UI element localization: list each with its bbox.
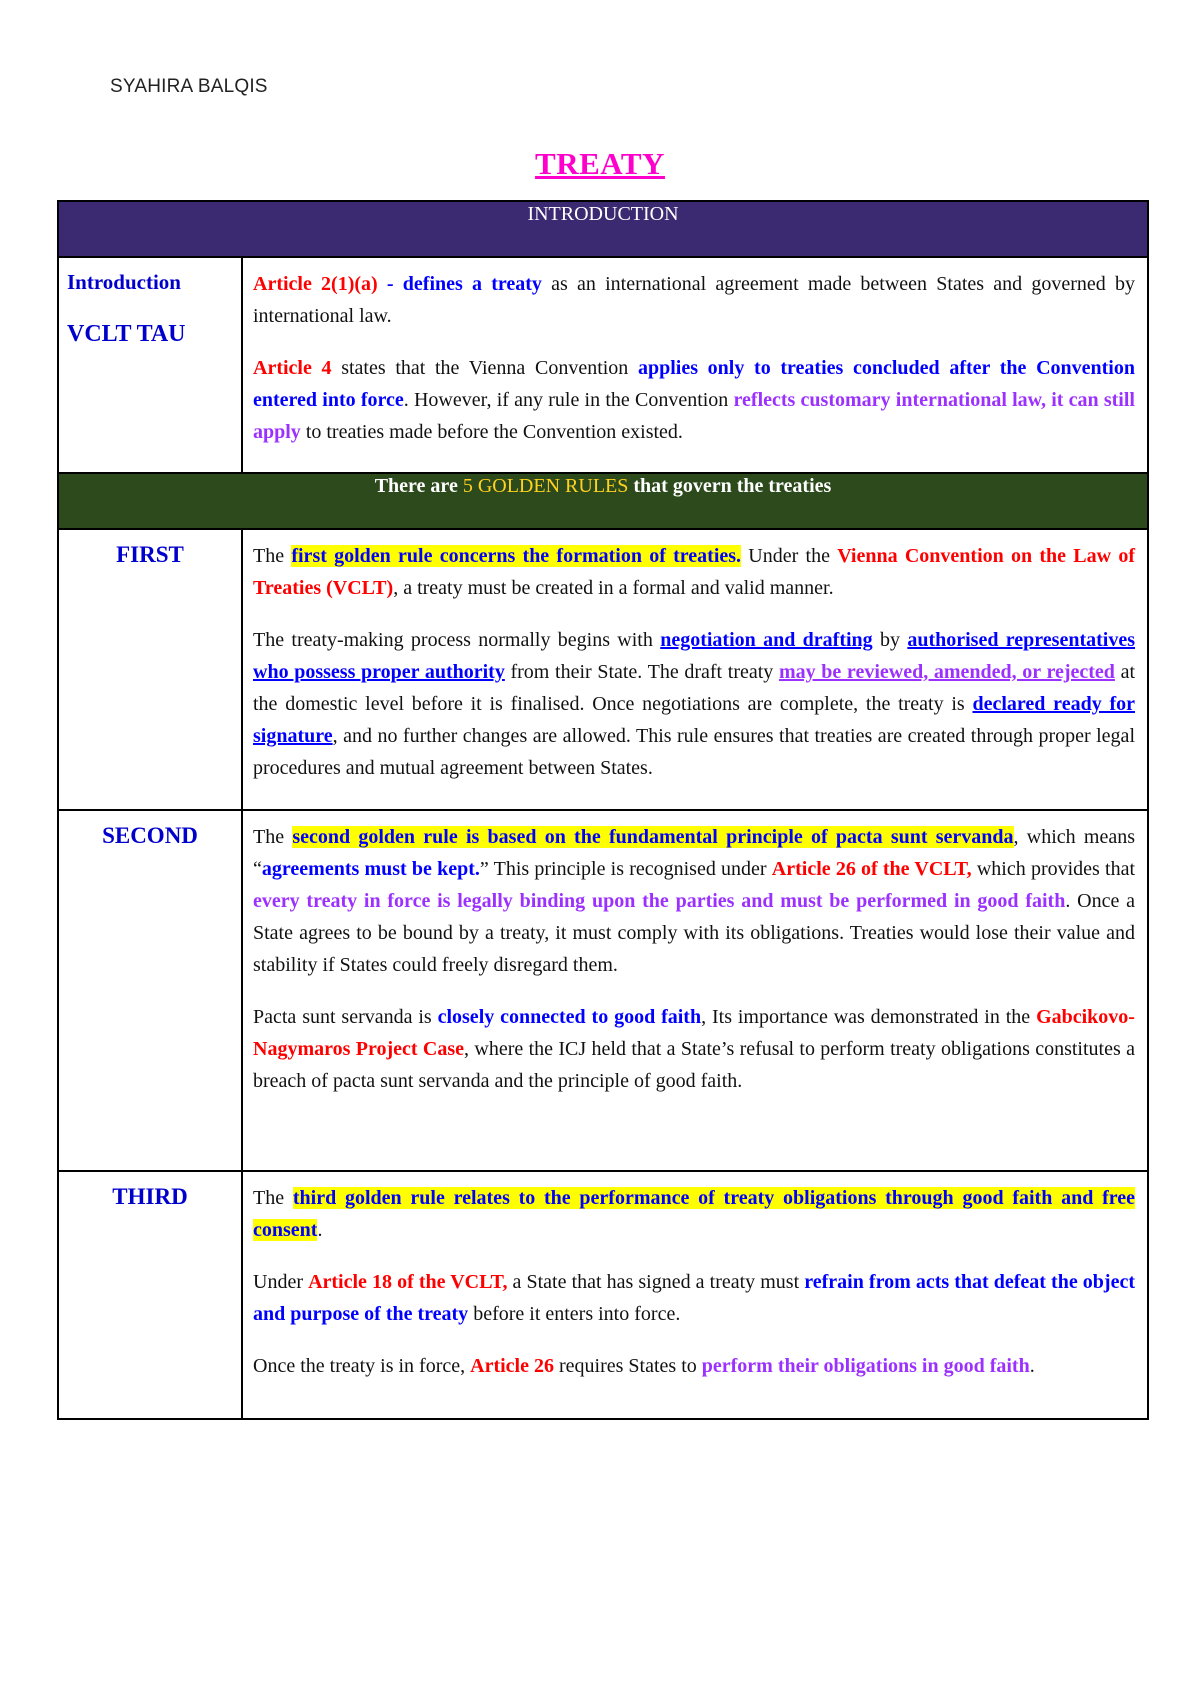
gabcikovo-case-ref: Gabcikovo-Nagymaros Project Case xyxy=(253,1006,1135,1060)
text-run: to treaties made before the Convention existed. xyxy=(300,421,683,443)
banner-text: There are xyxy=(374,475,463,497)
second-rule-paragraph-2 xyxy=(253,1001,1135,1097)
golden-rules-banner-row xyxy=(58,473,1148,529)
text-run: . However, if any rule in the Convention xyxy=(403,389,734,411)
text-run: The xyxy=(253,545,292,567)
second-rule-row xyxy=(58,810,1148,1171)
text-run: Under the xyxy=(741,545,838,567)
text-run: Pacta sunt servanda is xyxy=(253,1006,438,1028)
third-rule-label: THIRD xyxy=(112,1184,188,1209)
article-26-ref: Article 26 xyxy=(470,1355,554,1377)
introduction-paragraph-1 xyxy=(253,268,1135,332)
agreements-kept-phrase: agreements must be kept. xyxy=(261,858,480,880)
author-name: SYAHIRA BALQIS xyxy=(110,76,268,97)
third-rule-paragraph-1 xyxy=(253,1182,1135,1246)
text-run: by xyxy=(872,629,908,651)
second-rule-highlight: second golden rule is based on the fundamental principle of pacta sunt servanda xyxy=(292,826,1014,848)
text-run: , and no further changes are allowed. This rule ensures that treaties are created through proper legal procedures and mutual agreement between States. xyxy=(253,725,1135,779)
legally-binding-phrase: every treaty in force is legally binding upon the parties and must be performed in good faith xyxy=(253,890,1066,912)
first-rule-paragraph-1 xyxy=(253,540,1135,604)
banner-text: that govern the treaties xyxy=(628,475,832,497)
golden-rules-banner xyxy=(58,473,1148,529)
text-run: states that the Vienna Convention xyxy=(331,357,638,379)
customary-law-phrase: reflects customary international law, it can still apply xyxy=(253,389,1135,443)
introduction-paragraph-2 xyxy=(253,352,1135,448)
first-rule-label-cell xyxy=(58,529,242,810)
text-run: a State that has signed a treaty must xyxy=(507,1271,805,1293)
text-run: , which means “ xyxy=(253,826,1136,880)
text-run: Once the treaty is in force, xyxy=(253,1355,471,1377)
text-run: , where the ICJ held that a State’s refusal to perform treaty obligations constitutes a breach of pacta sunt servanda and the principle of good faith. xyxy=(253,1038,1135,1092)
text-run: ” This principle is recognised under xyxy=(479,858,772,880)
introduction-label-cell xyxy=(58,257,242,473)
third-rule-row xyxy=(58,1171,1148,1419)
first-rule-label: FIRST xyxy=(116,542,184,567)
reviewed-amended-phrase: may be reviewed, amended, or rejected xyxy=(778,661,1115,683)
applies-only-phrase: applies only to treaties concluded after the Convention entered into force xyxy=(253,357,1135,411)
good-faith-phrase: closely connected to good faith xyxy=(437,1006,702,1028)
text-run: as an international agreement made between States and governed by international law. xyxy=(253,273,1135,327)
ready-for-signature-phrase: declared ready for signature xyxy=(253,693,1135,747)
first-rule-content xyxy=(242,529,1148,810)
text-run: The xyxy=(253,1187,293,1209)
introduction-content xyxy=(242,257,1148,473)
text-run: The treaty-making process normally begins with xyxy=(253,629,661,651)
article-26-ref: Article 26 of the VCLT, xyxy=(771,858,972,880)
text-run: . xyxy=(1029,1355,1035,1377)
treaty-table xyxy=(57,200,1149,1420)
introduction-label: Introduction xyxy=(67,270,181,294)
text-run: The xyxy=(253,826,293,848)
text-run: which provides that xyxy=(971,858,1136,880)
text-run: . xyxy=(317,1219,323,1241)
refrain-from-acts-phrase: refrain from acts that defeat the object and purpose of the treaty xyxy=(253,1271,1135,1325)
vclt-tau-label: VCLT TAU xyxy=(67,321,186,347)
defines-treaty-phrase: defines a treaty xyxy=(402,273,542,295)
second-rule-label-cell xyxy=(58,810,242,1171)
text-run: requires States to xyxy=(554,1355,702,1377)
vclt-ref: Vienna Convention on the Law of Treaties (VCLT) xyxy=(253,545,1135,599)
text-run: at the domestic level before it is finalised. Once negotiations are complete, the treaty is xyxy=(253,661,1136,715)
text-run: , Its importance was demonstrated in the xyxy=(701,1006,1037,1028)
introduction-header-row xyxy=(58,201,1148,257)
second-rule-label: SECOND xyxy=(102,823,198,848)
introduction-row xyxy=(58,257,1148,473)
text-run: Under xyxy=(253,1271,309,1293)
introduction-heading: INTRODUCTION xyxy=(58,201,1148,257)
second-rule-content xyxy=(242,810,1148,1171)
article-4-ref: Article 4 xyxy=(253,357,332,379)
authorised-representatives-phrase: authorised representatives who possess proper authority xyxy=(253,629,1136,683)
text-run: before it enters into force. xyxy=(468,1303,681,1325)
document-title: TREATY xyxy=(535,146,665,181)
first-rule-highlight: first golden rule concerns the formation of treaties. xyxy=(291,545,742,567)
perform-obligations-phrase: perform their obligations in good faith xyxy=(701,1355,1030,1377)
negotiation-drafting-phrase: negotiation and drafting xyxy=(660,629,873,651)
third-rule-label-cell xyxy=(58,1171,242,1419)
text-dash: - xyxy=(377,273,403,295)
text-run: , a treaty must be created in a formal and valid manner. xyxy=(393,577,834,599)
article-2-ref: Article 2(1)(a) xyxy=(253,273,378,295)
article-18-ref: Article 18 of the VCLT, xyxy=(308,1271,508,1293)
third-rule-paragraph-2 xyxy=(253,1266,1135,1330)
golden-rules-count: 5 GOLDEN RULES xyxy=(462,475,629,497)
second-rule-paragraph-1 xyxy=(253,821,1135,981)
text-run: . Once a State agrees to be bound by a treaty, it must comply with its obligations. Treaties would lose their value and stability if States could freely disregard them. xyxy=(253,890,1135,976)
first-rule-row xyxy=(58,529,1148,810)
first-rule-paragraph-2 xyxy=(253,624,1135,784)
text-run: from their State. The draft treaty xyxy=(504,661,779,683)
third-rule-content xyxy=(242,1171,1148,1419)
third-rule-paragraph-3 xyxy=(253,1350,1135,1382)
third-rule-highlight: third golden rule relates to the performance of treaty obligations through good faith and free consent xyxy=(253,1187,1136,1241)
